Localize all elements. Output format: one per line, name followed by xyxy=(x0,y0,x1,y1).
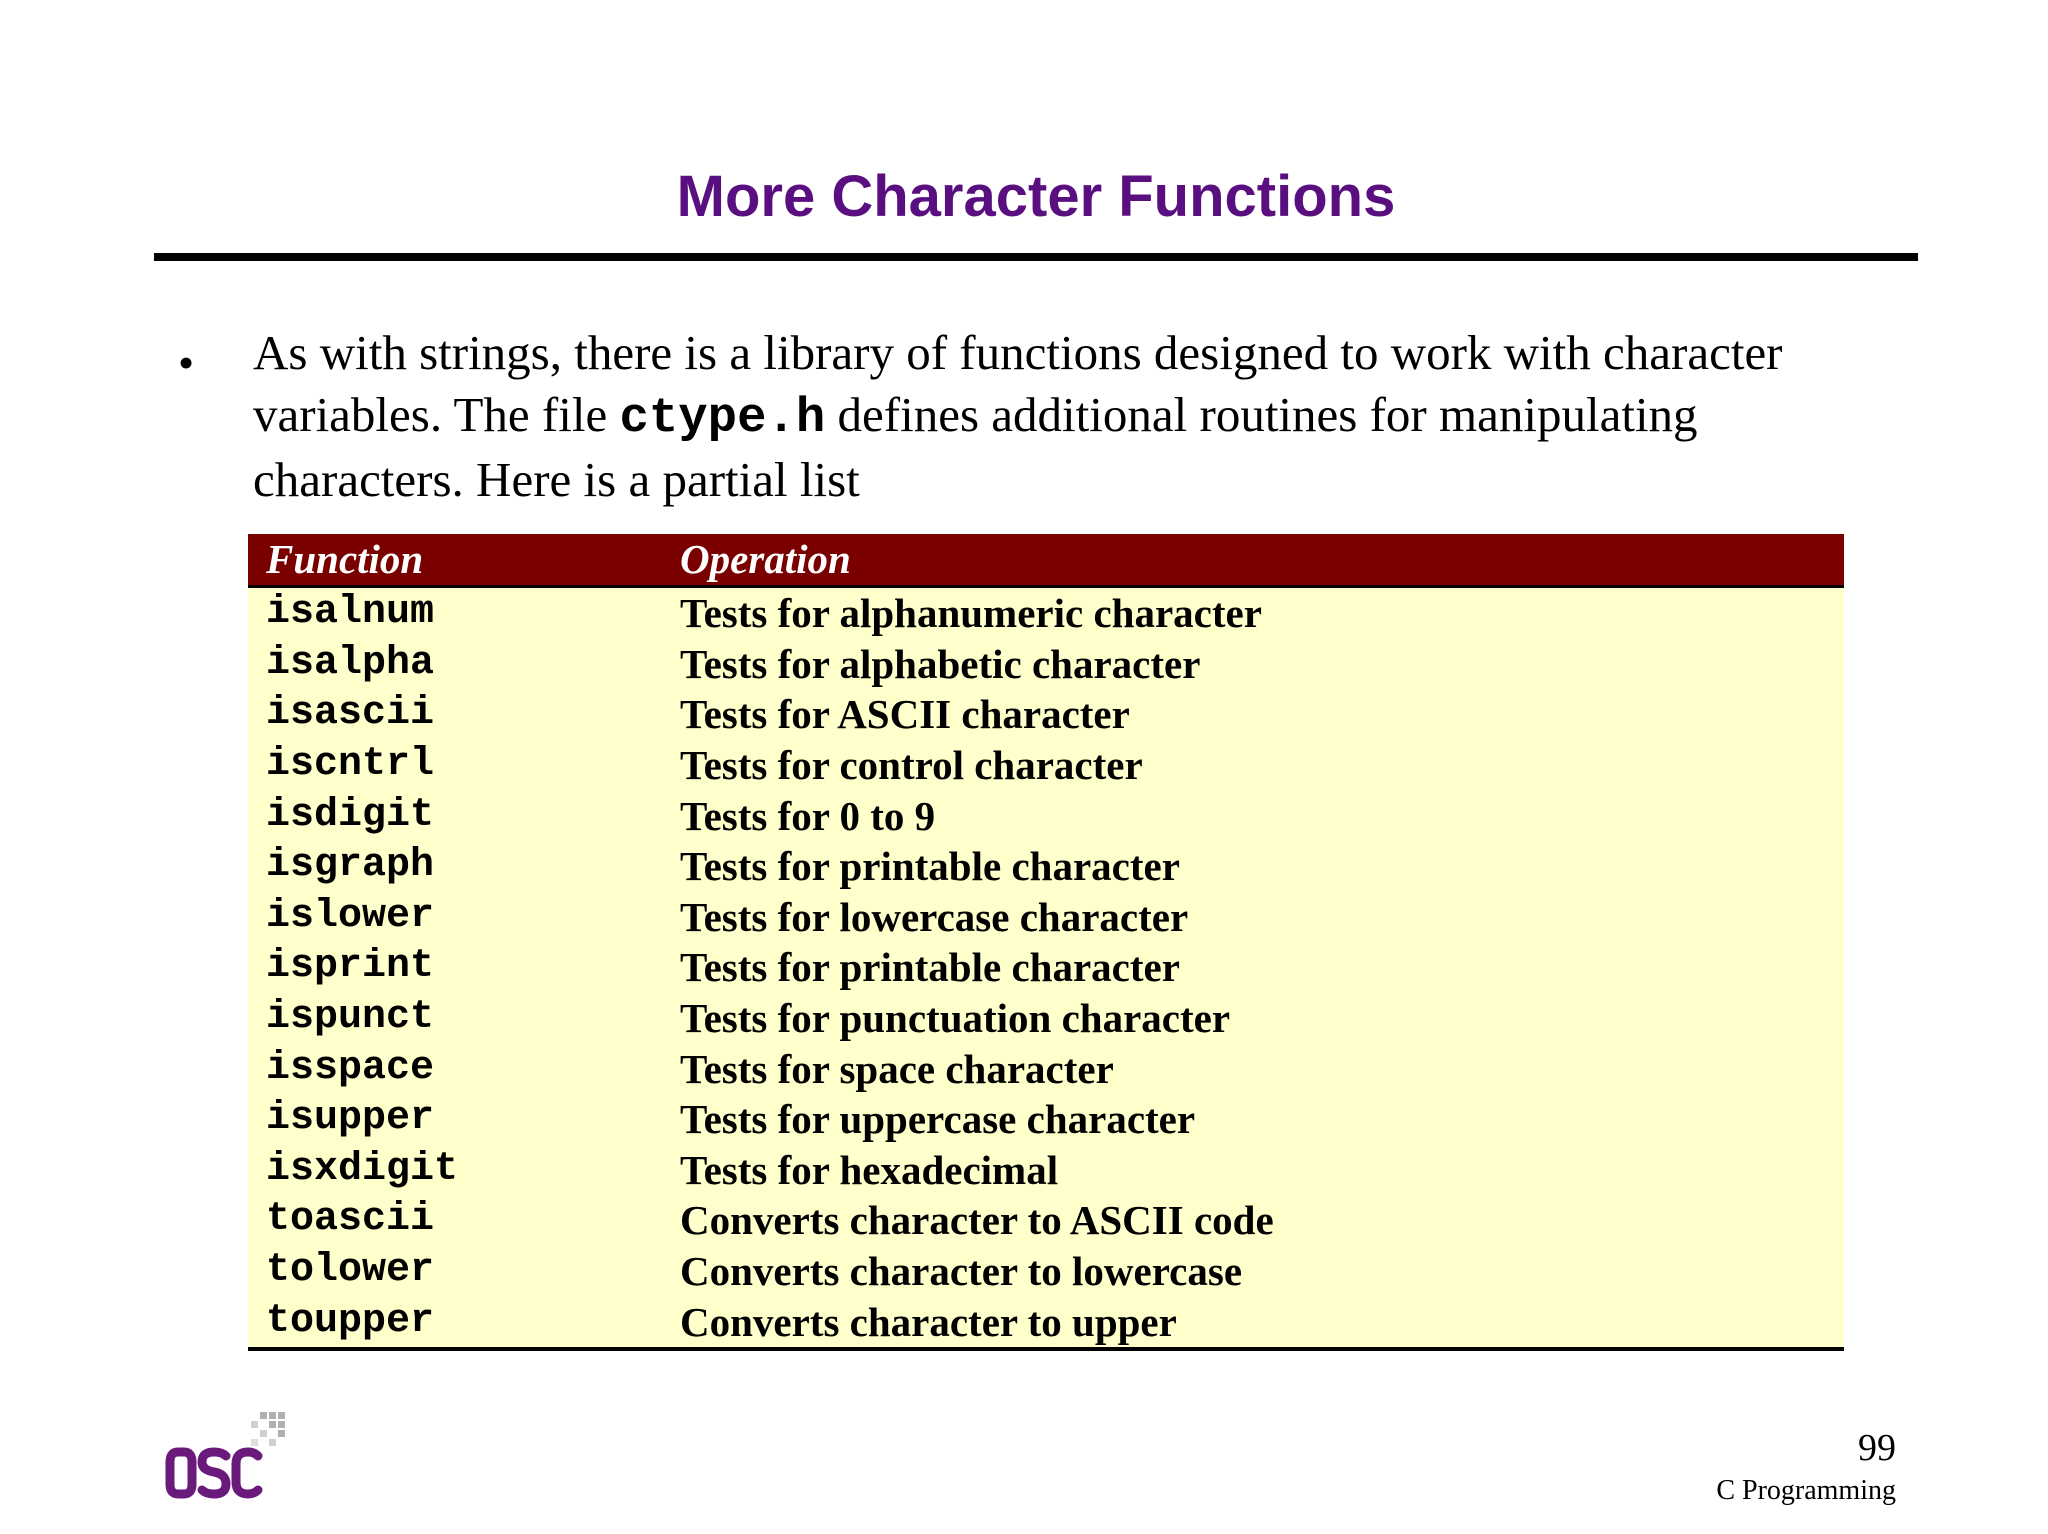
table-row xyxy=(248,892,1844,943)
operation-cell: Tests for hexadecimal xyxy=(680,1146,1059,1193)
table-row xyxy=(248,1145,1844,1196)
table-row xyxy=(248,639,1844,690)
ctype-function-table xyxy=(248,534,1844,1351)
logo-squares xyxy=(251,1412,285,1446)
osc-logo xyxy=(164,1412,304,1502)
table-row xyxy=(248,790,1844,841)
slide-title: More Character Functions xyxy=(676,164,1396,229)
operation-cell: Converts character to lowercase xyxy=(680,1248,1243,1295)
function-name-cell: isprint xyxy=(266,944,435,990)
operation-cell: Tests for printable character xyxy=(680,944,1180,991)
operation-cell: Tests for alphabetic character xyxy=(680,640,1201,687)
operation-cell: Tests for space character xyxy=(680,1045,1114,1092)
table-row xyxy=(248,942,1844,993)
table-row xyxy=(248,841,1844,892)
course-name: C Programming xyxy=(1716,1475,1896,1506)
table-row xyxy=(248,1043,1844,1094)
table-row xyxy=(248,689,1844,740)
table-row xyxy=(248,1246,1844,1297)
table-row xyxy=(248,1296,1844,1349)
table-row xyxy=(248,1094,1844,1145)
bullet-paragraph xyxy=(253,322,1893,511)
header-function: Function xyxy=(266,536,424,582)
header-operation: Operation xyxy=(680,536,851,582)
operation-cell: Tests for ASCII character xyxy=(680,691,1130,738)
operation-cell: Tests for punctuation character xyxy=(680,995,1231,1042)
table-row xyxy=(248,993,1844,1044)
function-name-cell: ispunct xyxy=(266,995,435,1041)
table-row xyxy=(248,1195,1844,1246)
table-body xyxy=(248,587,1844,1349)
function-name-cell: iscntrl xyxy=(266,742,435,788)
operation-cell: Tests for 0 to 9 xyxy=(680,792,936,839)
function-name-cell: isupper xyxy=(266,1096,435,1142)
code-ctype-h: ctype.h xyxy=(619,390,826,446)
function-name-cell: isspace xyxy=(266,1045,435,1091)
function-name-cell: isascii xyxy=(266,691,435,737)
function-name-cell: isgraph xyxy=(266,843,435,889)
function-name-cell: isxdigit xyxy=(266,1146,459,1192)
bullet-marker: • xyxy=(178,337,195,388)
table-row xyxy=(248,740,1844,791)
function-name-cell: toascii xyxy=(266,1197,435,1243)
function-name-cell: toupper xyxy=(266,1298,435,1344)
operation-cell: Tests for lowercase character xyxy=(680,893,1189,940)
operation-cell: Converts character to ASCII code xyxy=(680,1197,1274,1244)
bullet-text-intro: As with strings, there is a library of functions designed to work with character variables. The file xyxy=(253,325,1783,442)
function-name-cell: isdigit xyxy=(266,792,435,838)
table-row xyxy=(248,587,1844,639)
function-name-cell: isalpha xyxy=(266,640,435,686)
table-header-row xyxy=(248,534,1844,587)
operation-cell: Converts character to upper xyxy=(680,1298,1177,1345)
function-name-cell: islower xyxy=(266,893,435,939)
page-number: 99 xyxy=(1858,1427,1896,1469)
operation-cell: Tests for control character xyxy=(680,742,1143,789)
function-name-cell: isalnum xyxy=(266,590,435,636)
operation-cell: Tests for alphanumeric character xyxy=(680,590,1262,637)
title-divider xyxy=(154,253,1918,261)
bullet-text-rest: defines additional routines for manipulating characters. Here is a partial list xyxy=(253,387,1698,507)
operation-cell: Tests for uppercase character xyxy=(680,1096,1196,1143)
logo-letters xyxy=(170,1452,258,1494)
operation-cell: Tests for printable character xyxy=(680,843,1180,890)
function-name-cell: tolower xyxy=(266,1248,435,1294)
